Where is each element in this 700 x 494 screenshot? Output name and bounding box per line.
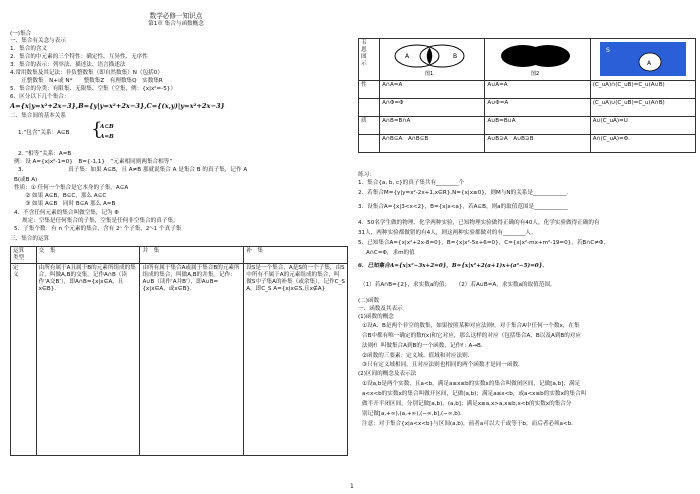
text-line: 规定：空集是任何集合的子集，空集是任何非空集合的真子集。 (22, 218, 179, 224)
text-line: 3. 真子集：如果 A⊆B，且 A≠B 那就说集合 A 是集合 B 的真子集，记作 A (18, 167, 248, 173)
text-line: 注意：对于集合{x|a<x<b}与区间(a,b)，前者a可以大于或等于b，而后者必须a<b． (362, 421, 577, 427)
prop-cell: (C_uA)∩(C_uB)=C_u(A∪B) (590, 81, 695, 99)
practice-item: 1．集合{a, b, c}的真子集共有________个 (358, 180, 465, 186)
text-line: 3．集合的表示：列举法、描述法、语言描述法 (10, 62, 126, 68)
text-line: 一、集合有关念与表示 (10, 38, 66, 44)
practice-item: A∩C=Φ，求m的值 (366, 250, 415, 256)
text-line: 6．区分以下几个集合： (10, 94, 70, 100)
venn-cell-intersection (380, 39, 485, 81)
set-operations-table (10, 246, 348, 456)
prop-cell: (C_uA)∪(C_uB)=C_u(A∩B) (590, 99, 695, 117)
prop-row-label: 性 (359, 81, 380, 99)
practice-item: 31人，两种实验都做错的有4人，则这两种实验都做对的有________人。 (358, 230, 537, 236)
text-line: 2．集合的中元素的三个特性：确定性、互异性、无序性 (10, 54, 148, 60)
practice-item: 2．若集合M={y|y=x²-2x+1,x∈R},N={x|x≥0}，则M与N的关系是____________. (358, 190, 569, 196)
practice-item: 6．已知集合A={x|x²−3x+2=0}，B={x|x²+2(a+1)x+(a²−5)=0}． (358, 263, 548, 269)
prop-cell: A∪A=A (485, 81, 590, 99)
svg-text:B: B (453, 53, 458, 60)
table-header: 交 集 (36, 247, 140, 264)
venn-cell-union (485, 39, 590, 81)
prop-row-label: 质 (359, 117, 380, 135)
practice-item: （1）若A∩B={2}，求实数a的值； （2）若A∪B=A，求实数a的取值范围。 (360, 282, 556, 288)
text-line: 例：设 A={x|x²-1=0} B={-1,1} “元素相同则两集合相等” (14, 159, 173, 165)
table-cell-union: 由所有属于集合A或属于集合B的元素所组成的集合，叫做A,B的并集。记作：A∪B（读作‘A并B’），即A∪B={x|x∈A，或x∈B}． (140, 264, 244, 456)
prop-cell: A∪(C_uA)=U (590, 117, 695, 135)
table-row-label: 定 义 (11, 264, 37, 456)
text-line: ③ 如果 A⊆B 同时 B⊆A 那么 A=B (14, 201, 116, 207)
table-cell-complement: 设S是一个集合，A是S的一个子集，由S中所有不属于A的元素组成的集合，叫做S中子集A的补集（或余集），记作C_S A，即C_S A={x|x∈S,且x∉A} (244, 264, 348, 456)
text-line: ② 如果 A⊆B，B⊆C，那么 A⊆C (14, 193, 107, 199)
prop-cell: A∩B=B∩A (380, 117, 485, 135)
brace-icon: { (91, 119, 103, 140)
formula-line: A⊂B (100, 124, 114, 130)
venn-row-label: 韦 恩 图 示 (359, 39, 380, 81)
practice-item: 3．设集合A={x|3<x<2}，B={x|x<a}，若A⊆B，则a的取值范围是____________ (358, 204, 568, 210)
section-heading: 三、集合的运算 (10, 236, 50, 242)
venn-diagram-icon (493, 40, 583, 78)
prop-cell: A∪B⊇A A∪B⊇B (485, 135, 590, 153)
text-line: ②函数的三要素：定义域、值域和对应法则． (362, 353, 474, 359)
text-line: 一、函数及其表示 (358, 306, 403, 312)
text-line: 5．子集个数：有 n 个元素的集合，含有 2ⁿ 个子集，2ⁿ-1 个真子集 (14, 226, 182, 232)
text-line: 做半开半闭区间，分别记做[a,b)，(a,b]；满足x≥a,x>a,x≤b,x<b的实数x的集合分 (362, 401, 572, 407)
text-line: (2)区间的概念及表示法 (358, 371, 417, 377)
svg-text:图1: 图1 (425, 71, 434, 77)
text-line: 别记做[a,+∞),(a,+∞),(−∞,b],(−∞,b)． (362, 411, 466, 417)
venn-diagram-icon (598, 40, 688, 78)
table-header: 并 集 (140, 247, 244, 264)
prop-cell: A∪B=B∪A (485, 117, 590, 135)
text-line: B(或B A) (14, 177, 38, 183)
table-header: 运算 类型 (11, 247, 37, 264)
text-line: 2. “相等”关系：A=B (18, 151, 72, 157)
right-page (352, 0, 700, 494)
prop-row-label (359, 135, 380, 153)
section-heading: 练习： (358, 172, 375, 178)
svg-text:A: A (646, 60, 651, 67)
prop-cell: A∩A=A (380, 81, 485, 99)
prop-row-label (359, 99, 380, 117)
page-number: 1 (350, 483, 354, 490)
text-line: 1．集合的含义 (10, 46, 48, 52)
prop-cell: A∪Φ=A (485, 99, 590, 117)
practice-item: 5．已知集合A={x|x²+2x-8=0}，B={x|x²-5x+6=0}，C={x|x²-mx+m²-19=0}，若B∩C≠Φ， (358, 240, 609, 246)
table-header: 补 集 (244, 247, 348, 264)
text-line: 1.“包含”关系：A⊆B (18, 130, 70, 136)
text-line: 合B中都有唯一确定的数f(x)和它对应，那么这样的对应（包括集合A，B以及A到B的对应 (362, 333, 581, 339)
text-line: 5．集合的分类：有限集、无限集、空集（空集，例：{x|x²=-5}） (10, 86, 176, 92)
section-heading: (二)函数 (358, 298, 380, 304)
text-line: 4.常用数集及其记法：非负整数集（即自然数集）N（包括0） (10, 70, 163, 76)
chapter-title: 第1章 集合与函数概念 (148, 21, 204, 27)
text-line: 正整数集 N+或 N* 整数集Z 有理数集Q 实数集R (10, 78, 163, 84)
text-line: 4．不含任何元素的集合叫做空集，记为 Φ (14, 210, 119, 216)
text-line: a<x<b的实数x的集合叫做开区间，记做(a,b)；满足a≤x<b，或a<x≤b的实数x的集合叫 (362, 391, 587, 397)
venn-cell-complement (590, 39, 695, 81)
prop-cell: A∩Φ=Φ (380, 99, 485, 117)
venn-diagram-icon (387, 40, 477, 78)
formula-line: A={x|y=x²+2x−3},B={y|y=x²+2x−3},C={(x,y)|y=x²+2x−3} (10, 102, 225, 110)
section-heading: 二、集合间的基本关系 (10, 113, 66, 119)
svg-text:A: A (405, 53, 410, 60)
table-cell-intersection: 由所有属于A且属于B的元素所组成的集合，叫做A,B的交集。记作A∩B（读作‘A交B’），即A∩B={x|x∈A，且x∈B}． (36, 264, 140, 456)
section-heading: (一)集合 (10, 31, 32, 37)
text-line: ①设a,b是两个实数，且a<b，满足a≤x≤b的实数x的集合叫做闭区间，记做[a,b]；满足 (362, 381, 581, 387)
prop-cell: A∩B⊆A A∩B⊆B (380, 135, 485, 153)
text-line: (1)函数的概念 (358, 314, 394, 320)
text-line: ①设A、B是两个非空的数集，如果按照某种对应法则f，对于集合A中任何一个数x，在集 (362, 323, 580, 329)
set-properties-table (358, 38, 696, 153)
text-line: 法则f）叫做集合A到B的一个函数，记作f : A→B． (362, 343, 487, 349)
formula-line: A=B (100, 134, 114, 140)
svg-text:S: S (605, 47, 610, 54)
svg-text:图2: 图2 (530, 71, 539, 77)
text-line: ③只有定义域相同，且对应法则也相同的两个函数才是同一函数． (362, 362, 524, 368)
doc-title: 数学必修一知识点 (149, 12, 203, 20)
practice-item: 4．50名学生做的物理、化学两种实验，已知物理实验做得正确的有40人，化学实验做得正确的有 (358, 220, 600, 226)
text-line: 性质：① 任何一个集合是它本身的子集，A⊆A (14, 185, 129, 191)
prop-cell: A∩(C_uA)=Φ. (590, 135, 695, 153)
